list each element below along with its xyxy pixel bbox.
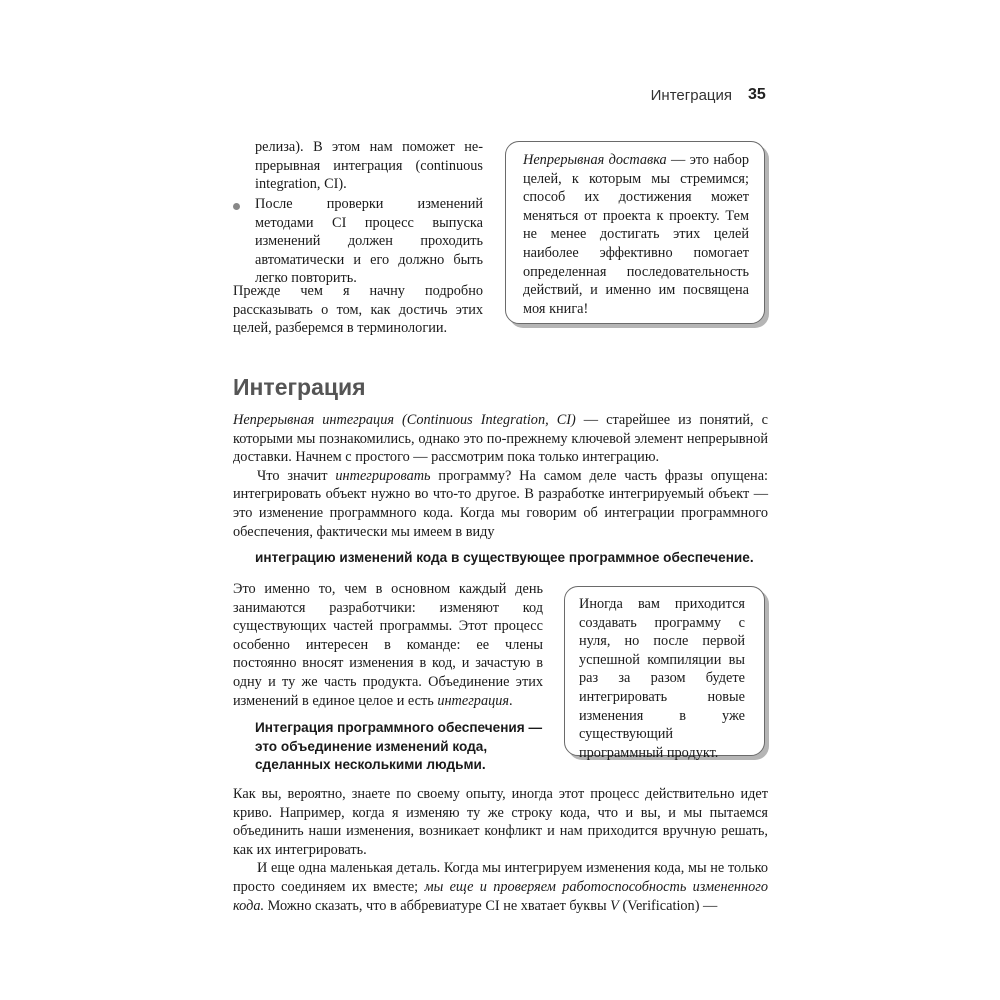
bullet-icon — [233, 203, 240, 210]
running-title: Интеграция — [650, 87, 732, 104]
bottom-p2 — [233, 859, 768, 915]
bullet-continued — [255, 138, 483, 194]
bottom-p2-italic: мы еще и проверяем работоспособность измененного кода. — [233, 878, 768, 914]
bullet-text: После проверки изменений методами CI процесс выпуска изменений должен проходить автоматически и его должно быть легко повторить. — [255, 196, 483, 287]
continued-line: релиза). В этом нам поможет не- — [255, 139, 483, 155]
intro-paragraph — [233, 282, 483, 338]
section-p2 — [233, 467, 768, 541]
mid-text — [233, 580, 543, 710]
intro-text: Прежде чем я начну подробно рассказывать о том, как достичь этих целей, разберемся в терминологии. — [233, 283, 483, 337]
bullet-item — [255, 195, 483, 288]
section-p1 — [233, 411, 768, 467]
mid-text-body: Это именно то, чем в основном каждый день занимаются разработчики: изменяют код существующих частей программы. Этот процесс особенно интересен в команде: ее члены постоянно вносят изменения в код, и зачастую в одну и ту же часть продукта. Объединение этих изменений в единое целое и есть — [233, 581, 543, 709]
section-body — [233, 411, 768, 541]
bottom-p2-a: И еще одна маленькая деталь. Когда мы интегрируем изменения кода, мы не только просто соединяем их вместе; — [233, 860, 768, 895]
callout1-italic: Непрерывная доставка — [523, 152, 667, 168]
bottom-body — [233, 785, 768, 915]
definition-block: Интеграция программного обеспечения — это объединение изменений кода, сделанных несколькими людьми. — [255, 720, 543, 773]
bottom-p1: Как вы, вероятно, знаете по своему опыту, иногда этот процесс действительно идет криво. Например, когда я изменяю ту же строку кода, что и вы, и мы пытаемся объединить наши изменения, возникает конфликт и нам приходится вручную решать, как их интегрировать. — [233, 786, 768, 858]
bottom-p2-b: Можно сказать, что в аббревиатуре CI не хватает буквы — [264, 897, 611, 914]
mid-text-end: . — [509, 692, 513, 709]
callout-from-scratch — [564, 586, 765, 761]
bottom-p2-letter: V — [610, 897, 619, 914]
section-p1-text: — старейшее из понятий, с которыми мы познакомились, однако это по-прежнему ключевой элемент непрерывной доставки. Начнем с простого — рассмотрим пока только интеграцию. — [233, 412, 768, 466]
callout1-body: — это набор целей, к которым мы стремимся; способ их достижения может меняться от проекта к проекту. Тем не менее достигать этих целей наиболее эффективно помогает определенная последовательность действий, и именно им посвящена моя книга! — [523, 152, 749, 317]
page-number: 35 — [748, 86, 766, 103]
section-p1-italic: Непрерывная интеграция (Continuous Integration, CI) — [233, 412, 576, 428]
emphasis-statement: интеграцию изменений кода в существующее программное обеспечение. — [255, 550, 754, 565]
section-p2-b: программу? На самом деле часть фразы опущена: интегрировать объект нужно во что-то другое. В разработке интегрируемый объект — это изменение программного кода. Когда мы говорим об интеграции программного обеспечения, фактически мы имеем в виду — [233, 467, 769, 540]
section-p2-italic: интегрировать — [335, 467, 431, 484]
continued-rest: прерывная интеграция (continuous integration, CI). — [255, 157, 483, 193]
callout2-text: Иногда вам приходится создавать программу с нуля, но после первой успешной компиляции вы раз за разом будете интегрировать новые изменения в уже существующий программный продукт. — [579, 596, 745, 761]
section-title: Интеграция — [233, 374, 366, 400]
callout1-text — [523, 151, 749, 318]
section-p2-a: Что значит — [257, 467, 336, 484]
callout-continuous-delivery — [505, 141, 765, 324]
mid-paragraph — [233, 580, 543, 710]
mid-text-italic: интеграция — [437, 692, 510, 709]
bottom-p2-c: (Verification) — — [618, 897, 718, 914]
